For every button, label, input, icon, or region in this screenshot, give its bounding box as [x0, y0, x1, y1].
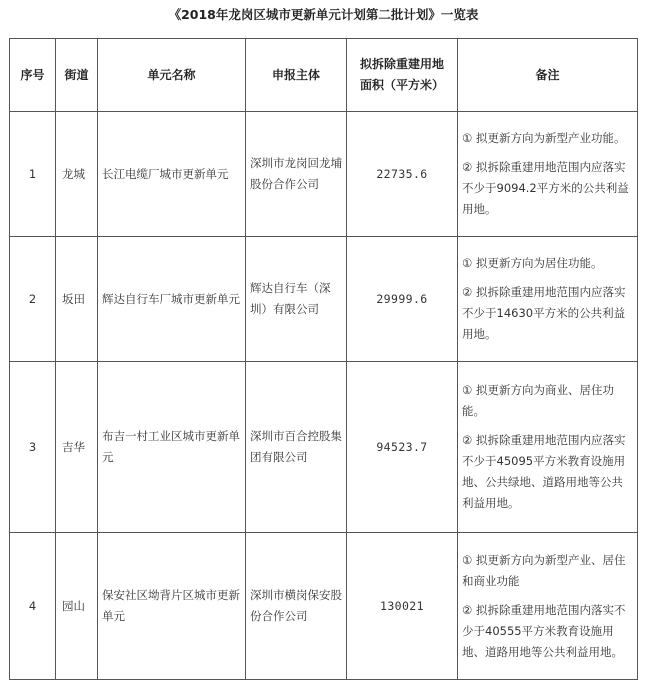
row-street: 坂田 — [56, 237, 98, 362]
note-line: ② 拟拆除重建用地范围内落实不少于40555平方米教育设施用地、道路用地等公共利益用地。 — [462, 602, 626, 659]
table-header-row — [10, 39, 638, 112]
note-line: ② 拟拆除重建用地范围内应落实不少于14630平方米的公共利益用地。 — [462, 285, 626, 341]
table-row — [10, 112, 638, 237]
row-num: 4 — [10, 533, 56, 680]
row-applicant: 深圳市百合控股集团有限公司 — [246, 362, 347, 533]
row-applicant: 深圳市横岗保安股份合作公司 — [246, 533, 347, 680]
row-area: 130021 — [347, 533, 458, 680]
note-line: ① 拟更新方向为新型产业、居住和商业功能 — [462, 552, 626, 588]
note-line: ① 拟更新方向为居住功能。 — [462, 256, 603, 270]
row-unit-name: 辉达自行车厂城市更新单元 — [98, 237, 246, 362]
row-unit-name: 布吉一村工业区城市更新单元 — [98, 362, 246, 533]
header-unit-name: 单元名称 — [98, 39, 246, 112]
note-line: ① 拟更新方向为新型产业功能。 — [462, 131, 626, 145]
header-area: 拟拆除重建用地面积（平方米） — [347, 39, 458, 112]
row-area: 94523.7 — [347, 362, 458, 533]
row-area: 22735.6 — [347, 112, 458, 237]
row-num: 3 — [10, 362, 56, 533]
header-applicant: 申报主体 — [246, 39, 347, 112]
table-row — [10, 362, 638, 533]
row-notes — [458, 112, 638, 237]
row-street: 龙城 — [56, 112, 98, 237]
header-num: 序号 — [10, 39, 56, 112]
row-area: 29999.6 — [347, 237, 458, 362]
row-num: 2 — [10, 237, 56, 362]
row-unit-name: 保安社区坳背片区城市更新单元 — [98, 533, 246, 680]
plan-table — [9, 38, 638, 680]
row-num: 1 — [10, 112, 56, 237]
row-applicant: 深圳市龙岗回龙埔股份合作公司 — [246, 112, 347, 237]
table-row — [10, 533, 638, 680]
note-line: ① 拟更新方向为商业、居住功能。 — [462, 383, 614, 418]
row-notes — [458, 237, 638, 362]
row-notes — [458, 533, 638, 680]
row-unit-name: 长江电缆厂城市更新单元 — [98, 112, 246, 237]
header-notes: 备注 — [458, 39, 638, 112]
header-street: 街道 — [56, 39, 98, 112]
page-title: 《2018年龙岗区城市更新单元计划第二批计划》一览表 — [168, 7, 479, 22]
row-street: 园山 — [56, 533, 98, 680]
row-applicant: 辉达自行车（深圳）有限公司 — [246, 237, 347, 362]
note-line: ② 拟拆除重建用地范围内应落实不少于9094.2平方米的公共利益用地。 — [462, 160, 629, 216]
table-row — [10, 237, 638, 362]
row-notes — [458, 362, 638, 533]
row-street: 吉华 — [56, 362, 98, 533]
note-line: ② 拟拆除重建用地范围内应落实不少于45095平方米教育设施用地、公共绿地、道路用地等公共利益用地。 — [462, 433, 626, 510]
